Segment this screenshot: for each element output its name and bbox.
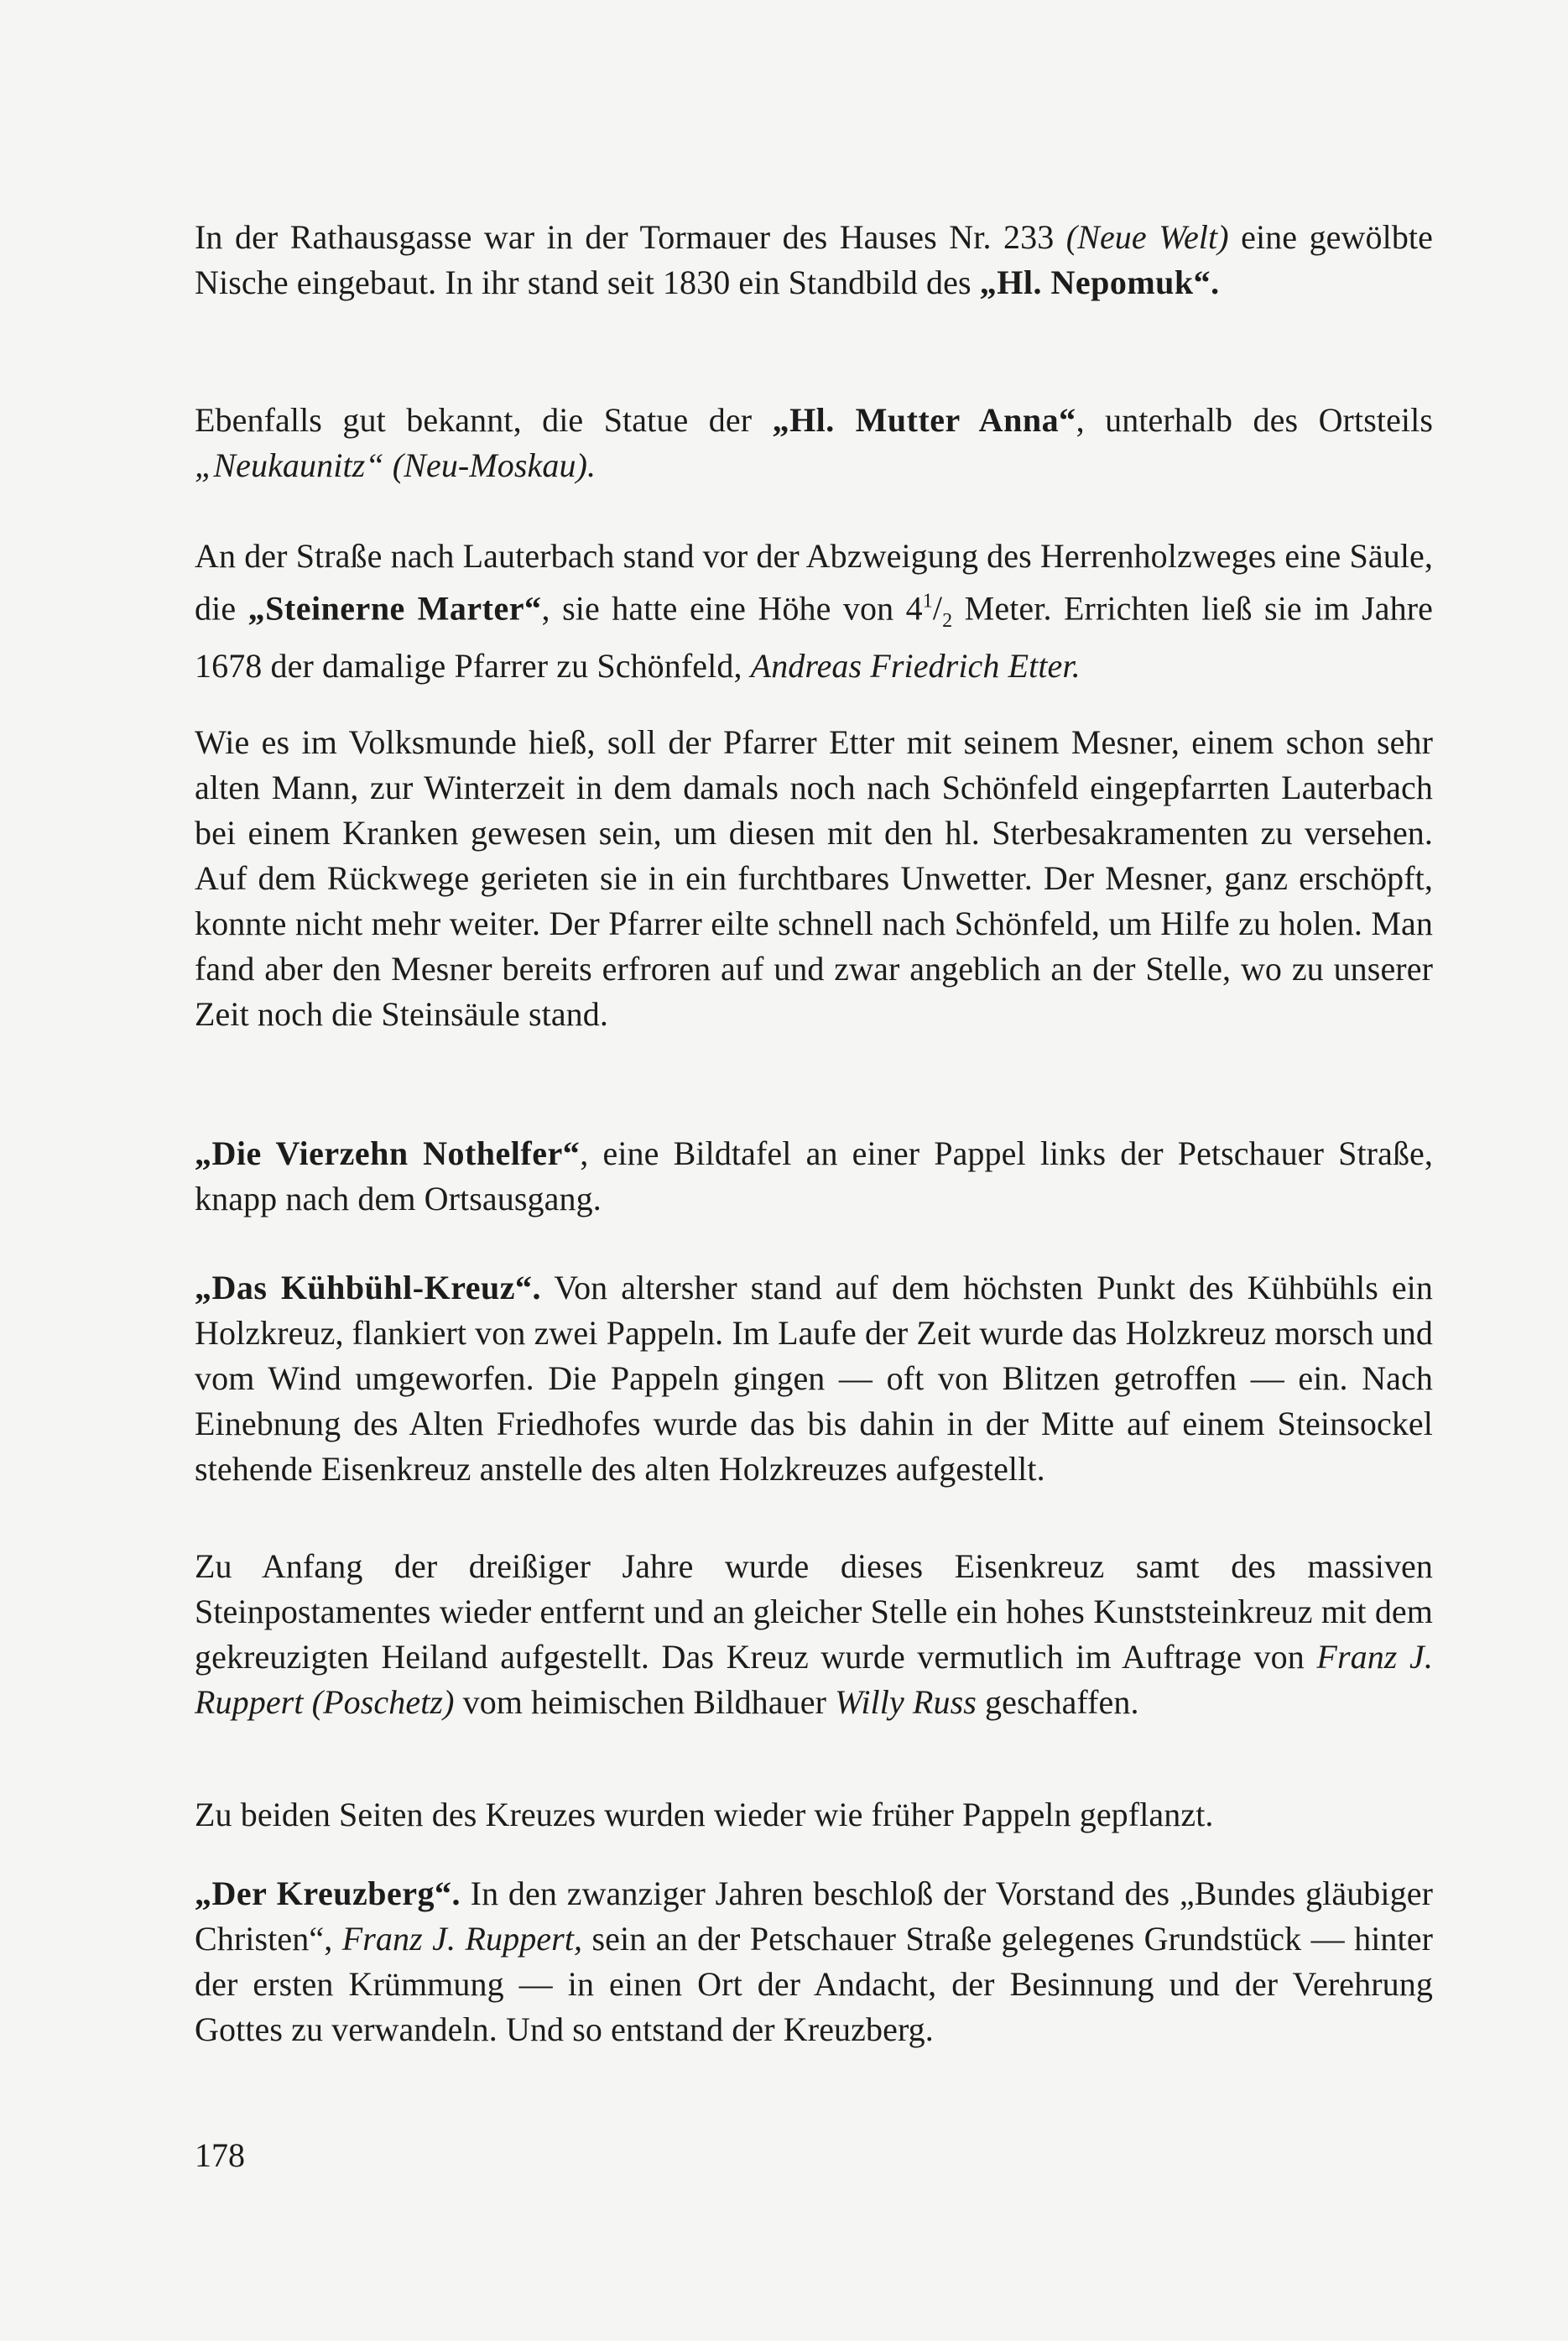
fraction-numerator: 1 <box>922 591 933 613</box>
text-run: sein an der Petschauer Straße gelegenes Grundstück — hinter der ersten Krümmung — in einen Ort der Andacht, der Besinnung und der Verehrung Gottes zu verwandeln. Und so entstand der Kreuzberg. <box>195 1920 1433 2048</box>
italic-run: „Neukaunitz“ (Neu-Moskau). <box>195 446 596 484</box>
bold-heading-run: „Das Kühbühl-Kreuz“. <box>195 1269 541 1306</box>
paragraph-legend <box>195 720 1433 1037</box>
bold-heading-run: „Der Kreuzberg“. <box>195 1874 461 1912</box>
text-run: Meter. Errichten ließ sie im Jahre 1678 der damalige Pfarrer zu Schönfeld, <box>195 589 1433 686</box>
paragraph-text: Wie es im Volksmunde hieß, soll der Pfarrer Etter mit seinem Mesner, einem schon sehr alten Mann, zur Winterzeit in dem damals noch nach Schönfeld eingepfarrten Lauterbach bei einem Kranken gewesen sein, um diesen mit den hl. Sterbesakramenten zu versehen. Auf dem Rückwege gerieten sie in ein furchtbares Unwetter. Der Mesner, ganz erschöpft, konnte nicht mehr weiter. Der Pfarrer eilte schnell nach Schönfeld, um Hilfe zu holen. Man fand aber den Mesner bereits erfroren auf und zwar angeblich an der Stelle, wo zu unserer Zeit noch die Steinsäule stand. <box>195 723 1433 1033</box>
paragraph-text: Zu beiden Seiten des Kreuzes wurden wieder wie früher Pappeln gepflanzt. <box>195 1796 1214 1833</box>
italic-run: Franz J. Ruppert (Poschetz) <box>195 1638 1433 1721</box>
text-run: Ebenfalls gut bekannt, die Statue der <box>195 401 773 439</box>
bold-heading-run: „Die Vierzehn Nothelfer“ <box>195 1134 581 1172</box>
paragraph-mutter-anna <box>195 398 1433 488</box>
paragraph-kuehbuehl-kreuz <box>195 1265 1433 1492</box>
fraction: $^1/_2$ <box>922 589 953 633</box>
paragraph-steinerne-marter <box>195 534 1433 689</box>
italic-run: Andreas Friedrich Etter. <box>750 647 1081 686</box>
fraction-denominator: 2 <box>942 610 953 633</box>
text-run: An der Straße nach Lauterbach stand vor der Abzweigung des Herrenholzweges eine Säule, die <box>195 537 1433 628</box>
italic-run: Willy Russ <box>835 1683 977 1721</box>
paragraph-kunststeinkreuz <box>195 1544 1433 1725</box>
text-run: In den zwanziger Jahren beschloß der Vorstand des „Bundes gläubiger Christen“, <box>195 1874 1433 1958</box>
paragraph-kreuzberg <box>195 1871 1433 2052</box>
text-run: , eine Bildtafel an einer Pappel links der Petschauer Straße, knapp nach dem Ortsausgang. <box>195 1134 1434 1217</box>
text-run: Zu Anfang der dreißiger Jahre wurde dieses Eisenkreuz samt des massiven Steinpostamentes wieder entfernt und an gleicher Stelle ein hohes Kunststeinkreuz mit dem gekreuzigten Heiland aufgestellt. Das Kreuz wurde vermutlich im Auftrage von <box>195 1547 1433 1676</box>
bold-heading-run: „Hl. Mutter Anna“ <box>772 401 1076 439</box>
paragraph-pappeln <box>195 1792 1433 1838</box>
text-run: , unterhalb des Ortsteils <box>1076 401 1434 439</box>
text-run: In der Rathausgasse war in der Tormauer des Hauses Nr. 233 <box>195 218 1066 256</box>
paragraph-nothelfer <box>195 1131 1433 1222</box>
bold-heading-run: „Steinerne Marter“ <box>247 589 542 628</box>
text-run: , sie hatte eine Höhe von 4 <box>541 589 923 628</box>
italic-run: (Neue Welt) <box>1065 218 1229 256</box>
text-run: geschaffen. <box>976 1683 1139 1721</box>
italic-run: Franz J. Ruppert, <box>341 1920 583 1958</box>
text-run: vom heimischen Bildhauer <box>454 1683 836 1721</box>
bold-heading-run: „Hl. Nepomuk“. <box>979 263 1220 301</box>
text-run: eine gewölbte Nische eingebaut. In ihr stand seit 1830 ein Standbild des <box>195 218 1433 301</box>
page-number: 178 <box>195 2136 245 2174</box>
text-run: Von altersher stand auf dem höchsten Punkt des Kühbühls ein Holzkreuz, flankiert von zwei Pappeln. Im Laufe der Zeit wurde das Holzkreuz morsch und vom Wind umgeworfen. Die Pappeln gingen — oft von Blitzen getroffen — ein. Nach Einebnung des Alten Friedhofes wurde das bis dahin in der Mitte auf einem Steinsockel stehende Eisenkreuz anstelle des alten Holzkreuzes aufgestellt. <box>195 1269 1433 1488</box>
paragraph-nepomuk <box>195 215 1433 305</box>
